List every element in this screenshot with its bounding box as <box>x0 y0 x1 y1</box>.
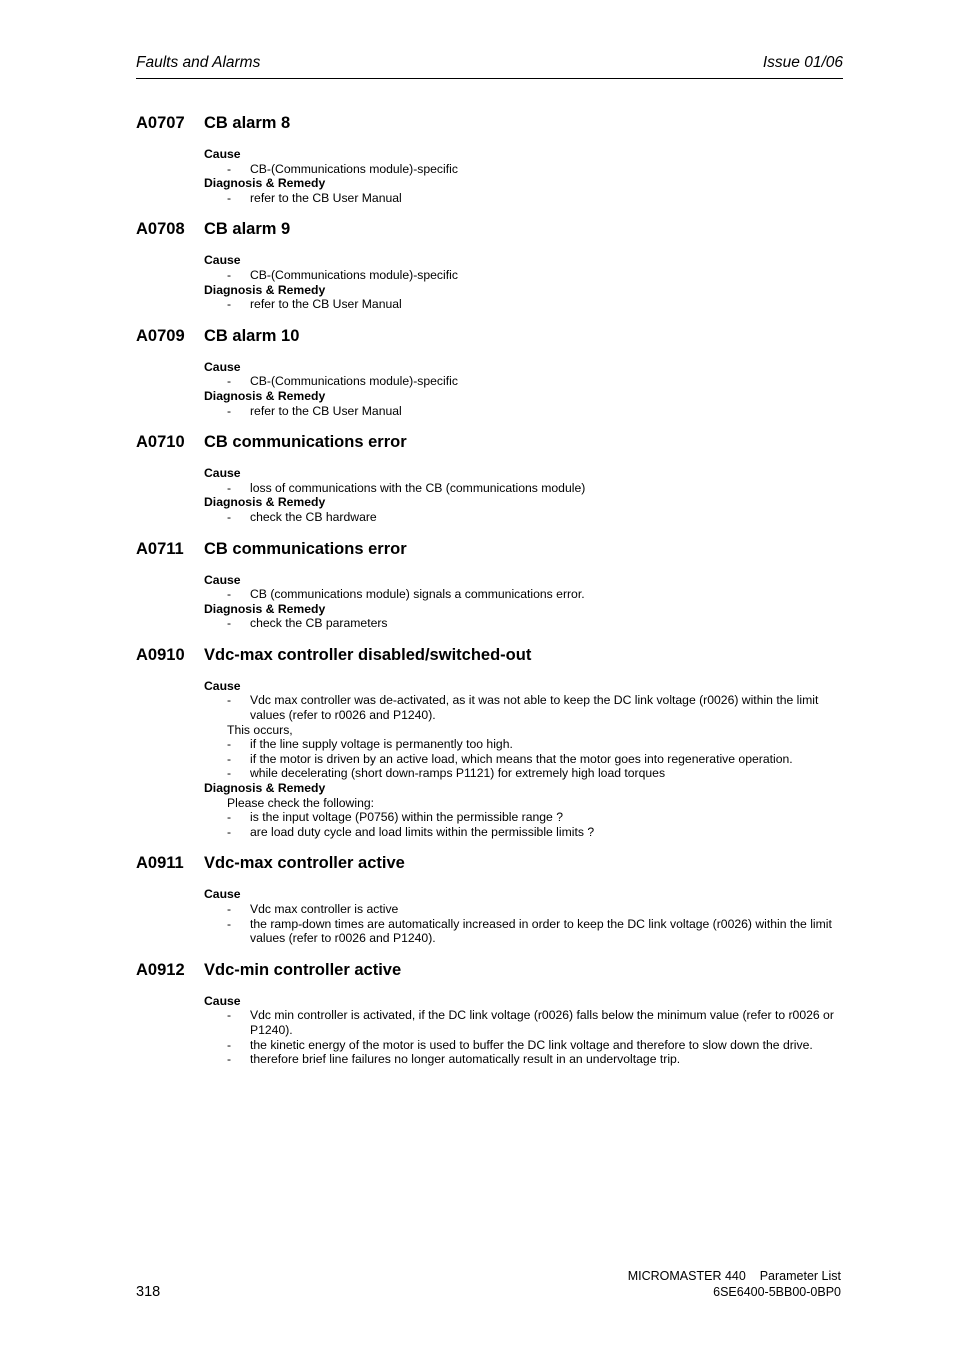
cause-label: Cause <box>204 466 241 481</box>
cause-item <box>204 766 843 781</box>
remedy-item <box>204 825 843 840</box>
remedy-text: refer to the CB User Manual <box>250 190 402 205</box>
alarm-section <box>136 432 843 524</box>
cause-label: Cause <box>204 678 241 693</box>
cause-text: loss of communications with the CB (communications module) <box>250 480 586 495</box>
bullet-dash: - <box>227 297 232 312</box>
bullet-dash: - <box>227 824 232 839</box>
alarm-title: Vdc-max controller active <box>204 854 405 873</box>
alarm-heading <box>136 960 843 980</box>
cause-item <box>204 1008 843 1037</box>
cause-text: Vdc max controller is active <box>250 902 399 916</box>
alarm-title: CB alarm 8 <box>204 114 291 132</box>
remedy-item <box>204 796 843 811</box>
cause-item <box>204 752 843 767</box>
alarm-heading <box>136 853 843 873</box>
alarm-body <box>204 679 843 840</box>
remedy-label: Diagnosis & Remedy <box>204 601 326 616</box>
cause-item <box>204 481 843 496</box>
cause-item <box>204 374 843 389</box>
bullet-dash: - <box>227 161 232 176</box>
alarm-section <box>136 219 843 311</box>
alarm-body <box>204 147 843 205</box>
bullet-dash: - <box>227 403 232 418</box>
page-number: 318 <box>136 1284 161 1300</box>
remedy-item <box>204 191 843 206</box>
bullet-dash: - <box>227 374 232 389</box>
cause-item <box>204 1052 843 1067</box>
alarm-heading <box>136 113 843 133</box>
cause-text: CB-(Communications module)-specific <box>250 161 458 176</box>
cause-text: CB-(Communications module)-specific <box>250 267 458 282</box>
alarm-section <box>136 853 843 945</box>
alarm-body <box>204 994 843 1067</box>
remedy-text: refer to the CB User Manual <box>250 403 402 418</box>
bullet-dash: - <box>227 587 232 602</box>
bullet-dash: - <box>227 1008 232 1023</box>
alarm-code: A0708 <box>136 220 185 239</box>
remedy-label: Diagnosis & Remedy <box>204 781 326 796</box>
cause-label: Cause <box>204 887 241 902</box>
alarm-code: A0707 <box>136 114 185 132</box>
alarm-title: Vdc-max controller disabled/switched-out <box>204 645 532 664</box>
bullet-dash: - <box>227 480 232 495</box>
bullet-dash: - <box>227 810 232 825</box>
cause-text: if the line supply voltage is permanently too high. <box>250 737 513 752</box>
cause-item <box>204 723 843 738</box>
alarm-body <box>204 466 843 524</box>
alarm-code: A0912 <box>136 960 185 979</box>
cause-item <box>204 737 843 752</box>
cause-text: the kinetic energy of the motor is used to buffer the DC link voltage and therefore to slow down the drive. <box>250 1037 813 1052</box>
bullet-dash: - <box>227 509 232 524</box>
alarm-title: CB alarm 10 <box>204 326 300 345</box>
bullet-dash: - <box>227 693 232 708</box>
remedy-text: Please check the following: <box>227 795 375 810</box>
cause-text: This occurs, <box>227 722 293 737</box>
alarm-body <box>204 887 843 945</box>
alarm-list <box>136 113 843 1081</box>
cause-text: Vdc max controller was de-activated, as it was not able to keep the DC link voltage (r0026) within the limit values (refer to r0026 and P1240). <box>250 693 819 723</box>
alarm-section <box>136 326 843 418</box>
cause-item <box>204 902 843 917</box>
remedy-text: check the CB hardware <box>250 509 377 524</box>
remedy-label: Diagnosis & Remedy <box>204 388 326 403</box>
alarm-code: A0711 <box>136 539 184 558</box>
alarm-heading <box>136 326 843 346</box>
alarm-code: A0911 <box>136 854 184 873</box>
bullet-dash: - <box>227 766 232 781</box>
alarm-title: CB communications error <box>204 433 407 452</box>
bullet-dash: - <box>227 190 232 205</box>
remedy-item <box>204 810 843 825</box>
alarm-body <box>204 253 843 311</box>
bullet-dash: - <box>227 751 232 766</box>
cause-item <box>204 1038 843 1053</box>
cause-text: CB (communications module) signals a communications error. <box>250 587 585 602</box>
footer-product: MICROMASTER 440 Parameter List <box>627 1269 841 1283</box>
alarm-heading <box>136 645 843 665</box>
alarm-section <box>136 645 843 840</box>
alarm-title: CB alarm 9 <box>204 220 291 239</box>
page-header <box>136 54 843 79</box>
remedy-text: refer to the CB User Manual <box>250 297 402 312</box>
remedy-item <box>204 297 843 312</box>
cause-text: if the motor is driven by an active load, which means that the motor goes into regenerative operation. <box>250 751 793 766</box>
alarm-code: A0710 <box>136 433 185 452</box>
alarm-heading <box>136 432 843 452</box>
alarm-code: A0910 <box>136 645 185 664</box>
remedy-label: Diagnosis & Remedy <box>204 176 326 191</box>
alarm-section <box>136 539 843 631</box>
bullet-dash: - <box>227 1052 232 1067</box>
bullet-dash: - <box>227 737 232 752</box>
remedy-text: are load duty cycle and load limits within the permissible limits ? <box>250 824 595 839</box>
remedy-text: is the input voltage (P0756) within the permissible range ? <box>250 810 563 825</box>
cause-item <box>204 162 843 177</box>
cause-label: Cause <box>204 147 241 161</box>
remedy-label: Diagnosis & Remedy <box>204 495 326 510</box>
remedy-item <box>204 510 843 525</box>
alarm-heading <box>136 539 843 559</box>
cause-label: Cause <box>204 253 241 268</box>
alarm-section <box>136 113 843 205</box>
alarm-body <box>204 360 843 418</box>
alarm-title: Vdc-min controller active <box>204 960 402 979</box>
alarm-code: A0709 <box>136 326 185 345</box>
cause-text: while decelerating (short down-ramps P1121) for extremely high load torques <box>250 766 666 781</box>
cause-text: therefore brief line failures no longer automatically result in an undervoltage trip. <box>250 1052 681 1067</box>
footer-product-info <box>628 1268 841 1300</box>
alarm-section <box>136 960 843 1067</box>
bullet-dash: - <box>227 902 232 916</box>
bullet-dash: - <box>227 916 232 931</box>
alarm-title: CB communications error <box>204 539 407 558</box>
cause-label: Cause <box>204 572 241 587</box>
cause-label: Cause <box>204 993 241 1008</box>
alarm-heading <box>136 219 843 239</box>
cause-item <box>204 917 843 946</box>
cause-text: the ramp-down times are automatically increased in order to keep the DC link voltage (r0026) within the limit values (refer to r0026 and P1240). <box>250 916 832 946</box>
remedy-item <box>204 404 843 419</box>
footer-order-number: 6SE6400-5BB00-0BP0 <box>713 1285 841 1299</box>
alarm-body <box>204 573 843 631</box>
bullet-dash: - <box>227 616 232 631</box>
cause-item <box>204 268 843 283</box>
cause-item <box>204 693 843 722</box>
remedy-text: check the CB parameters <box>250 616 388 631</box>
cause-item <box>204 587 843 602</box>
cause-label: Cause <box>204 359 241 374</box>
header-issue: Issue 01/06 <box>762 54 843 71</box>
cause-text: CB-(Communications module)-specific <box>250 374 458 389</box>
bullet-dash: - <box>227 267 232 282</box>
remedy-item <box>204 616 843 631</box>
bullet-dash: - <box>227 1037 232 1052</box>
header-chapter-title: Faults and Alarms <box>136 54 261 71</box>
cause-text: Vdc min controller is activated, if the DC link voltage (r0026) falls below the minimum value (refer to r0026 or P1240). <box>250 1008 834 1037</box>
remedy-label: Diagnosis & Remedy <box>204 282 326 297</box>
